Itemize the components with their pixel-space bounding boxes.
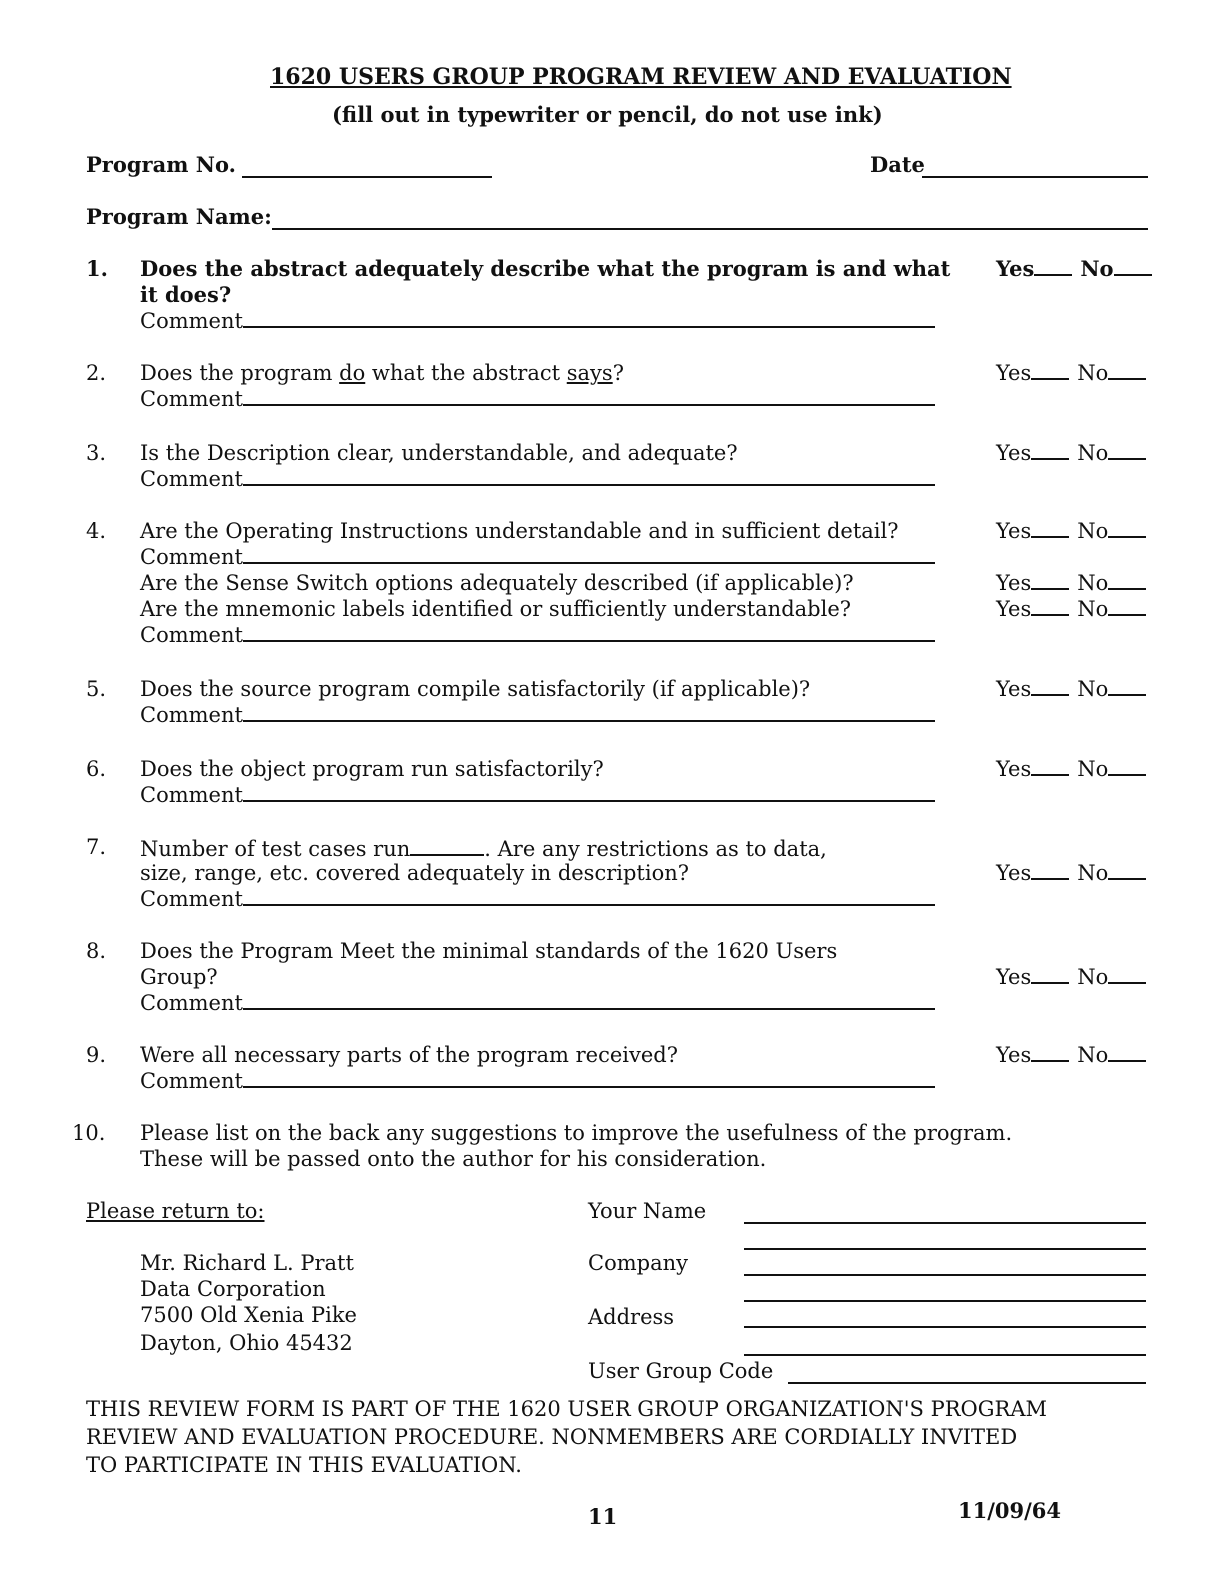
question-text-cont: Group? (140, 965, 218, 989)
question-number: 1. (86, 256, 108, 281)
program-no-label: Program No. (86, 152, 236, 177)
no-blank[interactable] (1108, 964, 1146, 984)
question-emphasis: says (566, 361, 613, 385)
no-label: No (1080, 256, 1114, 281)
your-name-field[interactable] (744, 1222, 1146, 1224)
comment-line[interactable] (243, 308, 935, 328)
question-text-cont: size, range, etc. covered adequately in description? (140, 861, 690, 885)
yes-label: Yes (996, 861, 1032, 885)
comment-field[interactable] (140, 1068, 935, 1094)
question-text: Is the Description clear, understandable, and adequate? (140, 441, 738, 465)
question-number: 6. (86, 757, 107, 781)
address-field[interactable] (744, 1326, 1146, 1328)
yes-no-options (996, 756, 1166, 782)
comment-line[interactable] (243, 990, 935, 1010)
question-number: 9. (86, 1043, 107, 1067)
question-text-part: . Are any restrictions as to data, (484, 837, 827, 861)
comment-label: Comment (140, 467, 243, 491)
date-label: Date (870, 152, 925, 177)
question-text-cont: it does? (140, 282, 232, 307)
no-blank[interactable] (1108, 860, 1146, 880)
question-number: 7. (86, 835, 107, 859)
footer-statement: THIS REVIEW FORM IS PART OF THE 1620 USER GROUP ORGANIZATION'S PROGRAM (86, 1397, 1047, 1421)
user-group-code-field[interactable] (788, 1382, 1146, 1384)
yes-no-options (996, 596, 1166, 622)
comment-line[interactable] (243, 386, 935, 406)
question-text-part: Number of test cases run (140, 837, 411, 861)
question-subtext: Are the mnemonic labels identified or sufficiently understandable? (140, 597, 852, 621)
your-name-field-2[interactable] (744, 1248, 1146, 1250)
comment-line[interactable] (243, 544, 935, 564)
question-text: Does the source program compile satisfactorily (if applicable)? (140, 677, 811, 701)
yes-blank[interactable] (1031, 676, 1069, 696)
no-label: No (1077, 519, 1109, 543)
yes-label: Yes (996, 256, 1035, 281)
comment-field[interactable] (140, 466, 935, 492)
yes-no-options (996, 360, 1166, 386)
page-number: 11 (588, 1504, 618, 1529)
comment-label: Comment (140, 1069, 243, 1093)
question-text (140, 834, 827, 862)
yes-blank[interactable] (1031, 440, 1069, 460)
comment-field[interactable] (140, 544, 935, 570)
return-heading: Please return to: (86, 1199, 265, 1223)
yes-blank[interactable] (1031, 360, 1069, 380)
yes-label: Yes (996, 1043, 1032, 1067)
your-name-label: Your Name (588, 1199, 707, 1223)
test-cases-field[interactable] (410, 834, 484, 856)
comment-field[interactable] (140, 782, 935, 808)
yes-no-options (996, 860, 1166, 886)
yes-label: Yes (996, 757, 1032, 781)
program-name-field[interactable] (272, 228, 1148, 230)
comment-line[interactable] (243, 622, 935, 642)
yes-blank[interactable] (1031, 860, 1069, 880)
company-field-2[interactable] (744, 1300, 1146, 1302)
comment-label: Comment (140, 623, 243, 647)
yes-blank[interactable] (1031, 1042, 1069, 1062)
yes-label: Yes (996, 441, 1032, 465)
question-text: Please list on the back any suggestions to improve the usefulness of the program. (140, 1121, 1013, 1145)
question-text-part: Does the program (140, 361, 340, 385)
no-blank[interactable] (1108, 676, 1146, 696)
comment-field[interactable] (140, 386, 935, 412)
no-label: No (1077, 861, 1109, 885)
comment-line[interactable] (243, 782, 935, 802)
question-text: Does the Program Meet the minimal standards of the 1620 Users (140, 939, 838, 963)
form-date: 11/09/64 (958, 1498, 1062, 1523)
address-line: Mr. Richard L. Pratt (140, 1251, 354, 1275)
no-label: No (1077, 571, 1109, 595)
question-number: 10. (72, 1121, 106, 1145)
question-text-cont: These will be passed onto the author for his consideration. (140, 1147, 767, 1171)
no-label: No (1077, 757, 1109, 781)
user-group-code-label: User Group Code (588, 1359, 774, 1383)
no-label: No (1077, 1043, 1109, 1067)
no-blank[interactable] (1108, 440, 1146, 460)
no-label: No (1077, 965, 1109, 989)
no-blank[interactable] (1108, 756, 1146, 776)
question-text: Does the object program run satisfactorily? (140, 757, 604, 781)
yes-blank[interactable] (1031, 596, 1069, 616)
yes-no-options (996, 676, 1166, 702)
no-blank[interactable] (1108, 596, 1146, 616)
question-text: Are the Operating Instructions understandable and in sufficient detail? (140, 519, 899, 543)
yes-no-options (996, 256, 1166, 282)
no-label: No (1077, 677, 1109, 701)
question-number: 3. (86, 441, 107, 465)
question-text: Were all necessary parts of the program received? (140, 1043, 678, 1067)
address-field-2[interactable] (744, 1354, 1146, 1356)
footer-statement: REVIEW AND EVALUATION PROCEDURE. NONMEMBERS ARE CORDIALLY INVITED (86, 1425, 1018, 1449)
comment-line[interactable] (243, 886, 935, 906)
yes-blank[interactable] (1031, 964, 1069, 984)
question-text-part: ? (612, 361, 624, 385)
date-field[interactable] (922, 176, 1148, 178)
comment-field[interactable] (140, 886, 935, 912)
comment-field[interactable] (140, 702, 935, 728)
comment-field[interactable] (140, 990, 935, 1016)
no-blank[interactable] (1108, 570, 1146, 590)
yes-label: Yes (996, 965, 1032, 989)
comment-line[interactable] (243, 1068, 935, 1088)
yes-no-options (996, 518, 1166, 544)
question-subtext: Are the Sense Switch options adequately described (if applicable)? (140, 571, 854, 595)
yes-blank[interactable] (1031, 570, 1069, 590)
comment-label: Comment (140, 703, 243, 727)
no-label: No (1077, 441, 1109, 465)
comment-label: Comment (140, 387, 243, 411)
question-number: 2. (86, 361, 107, 385)
question-text-part: what the abstract (365, 361, 567, 385)
company-field[interactable] (744, 1274, 1146, 1276)
address-line: 7500 Old Xenia Pike (140, 1303, 357, 1327)
yes-no-options (996, 964, 1166, 990)
yes-blank[interactable] (1034, 256, 1072, 276)
question-number: 4. (86, 519, 107, 543)
no-blank[interactable] (1108, 1042, 1146, 1062)
address-line: Dayton, Ohio 45432 (140, 1331, 353, 1355)
company-label: Company (588, 1251, 688, 1275)
yes-label: Yes (996, 519, 1032, 543)
comment-label: Comment (140, 783, 243, 807)
footer-statement: TO PARTICIPATE IN THIS EVALUATION. (86, 1453, 522, 1477)
address-label: Address (588, 1305, 675, 1329)
comment-field[interactable] (140, 308, 935, 334)
comment-line[interactable] (243, 466, 935, 486)
no-label: No (1077, 361, 1109, 385)
form-title: 1620 USERS GROUP PROGRAM REVIEW AND EVALUATION (270, 64, 1012, 90)
no-blank[interactable] (1108, 360, 1146, 380)
yes-label: Yes (996, 571, 1032, 595)
question-number: 8. (86, 939, 107, 963)
yes-blank[interactable] (1031, 518, 1069, 538)
no-blank[interactable] (1108, 518, 1146, 538)
comment-label: Comment (140, 309, 243, 333)
yes-label: Yes (996, 361, 1032, 385)
comment-label: Comment (140, 991, 243, 1015)
yes-no-options (996, 570, 1166, 596)
question-emphasis: do (339, 361, 366, 385)
question-text (140, 360, 624, 386)
no-label: No (1077, 597, 1109, 621)
yes-label: Yes (996, 677, 1032, 701)
comment-line[interactable] (243, 702, 935, 722)
question-number: 5. (86, 677, 107, 701)
no-blank[interactable] (1114, 256, 1152, 276)
program-no-field[interactable] (242, 176, 492, 178)
comment-field[interactable] (140, 622, 935, 648)
question-text: Does the abstract adequately describe what the program is and what (140, 256, 951, 281)
comment-label: Comment (140, 887, 243, 911)
address-line: Data Corporation (140, 1277, 326, 1301)
comment-label: Comment (140, 545, 243, 569)
yes-label: Yes (996, 597, 1032, 621)
yes-blank[interactable] (1031, 756, 1069, 776)
program-name-label: Program Name: (86, 204, 272, 229)
yes-no-options (996, 440, 1166, 466)
form-subtitle: (fill out in typewriter or pencil, do not use ink) (332, 102, 883, 127)
yes-no-options (996, 1042, 1166, 1068)
